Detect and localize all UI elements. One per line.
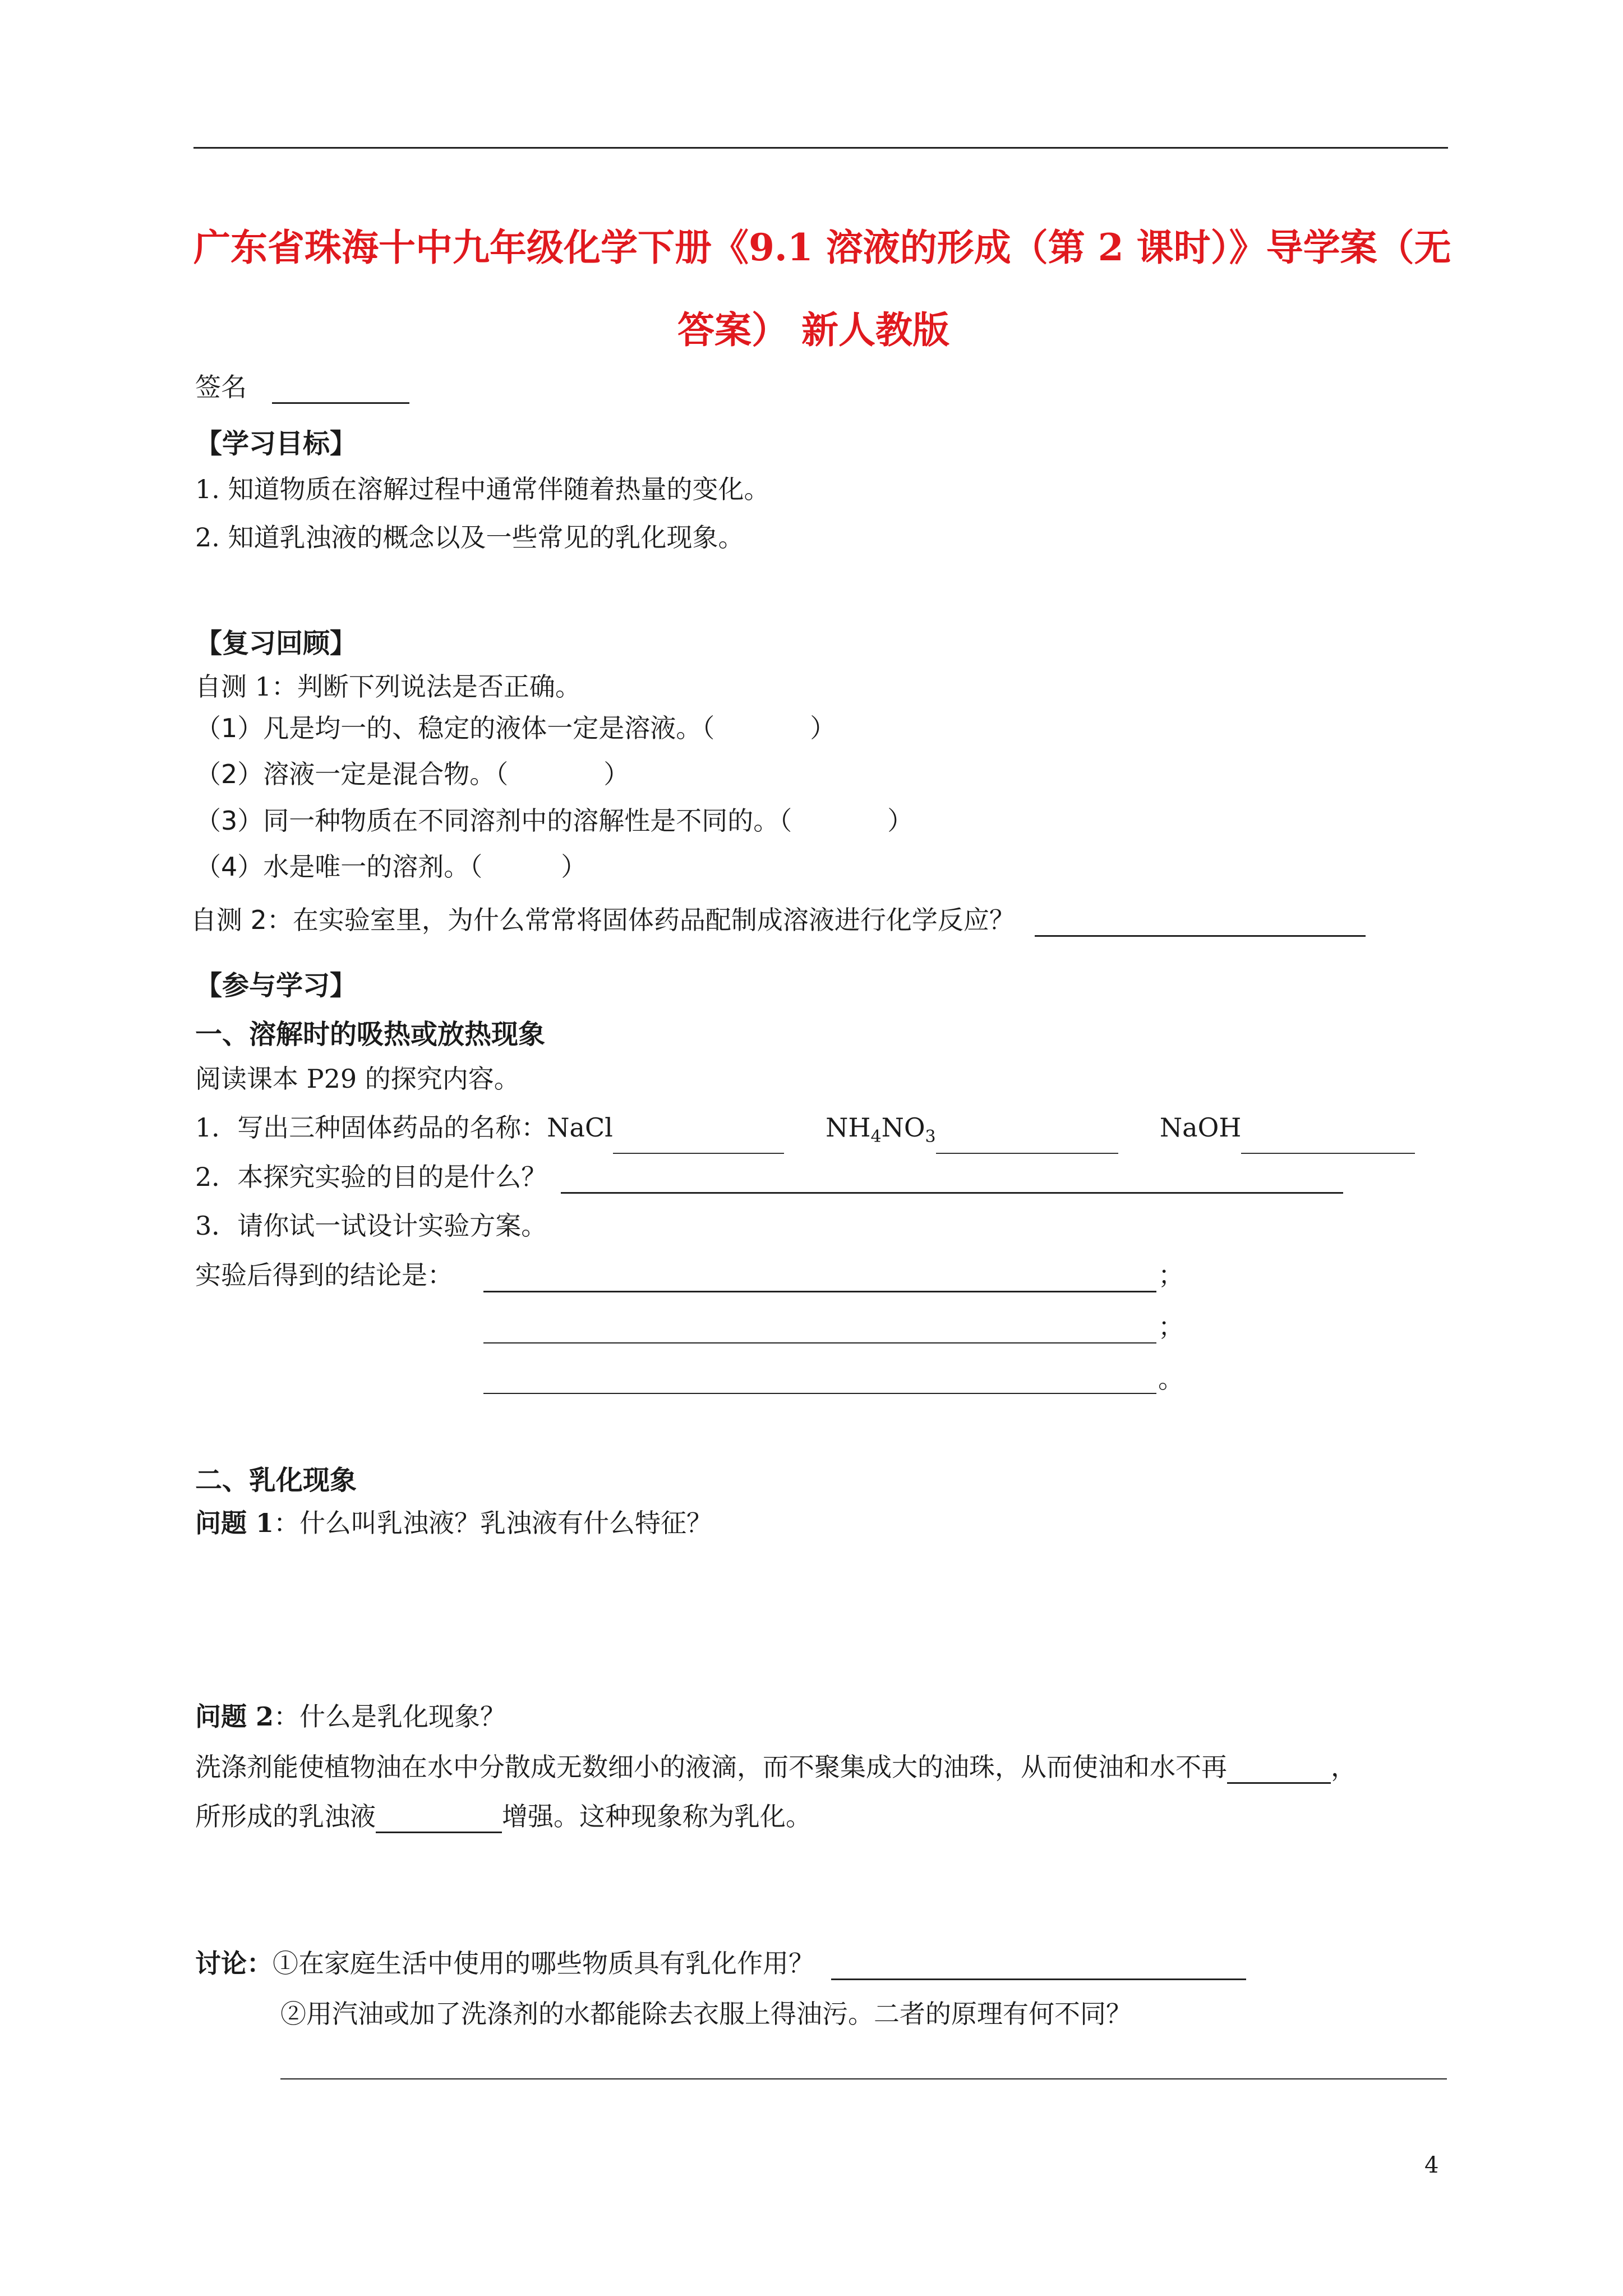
discussion-item1-row: 讨论：①在家庭生活中使用的哪些物质具有乳化作用？ bbox=[195, 1947, 1246, 1980]
question-2: 问题 2：什么是乳化现象？ bbox=[195, 1701, 506, 1732]
nh4no3-answer[interactable] bbox=[936, 1127, 1118, 1154]
statement-3: （3）同一种物质在不同溶剂中的溶解性是不同的。（ ） bbox=[195, 806, 914, 836]
emulsion-para-line2: 所形成的乳浊液 增强。这种现象称为乳化。 bbox=[195, 1800, 811, 1833]
page-number: 4 bbox=[1424, 2152, 1439, 2178]
conclusion-period: 。 bbox=[1158, 1364, 1184, 1394]
self-test-2-answer[interactable] bbox=[1035, 909, 1366, 937]
emulsion-para-line1: 洗涤剂能使植物油在水中分散成无数细小的液滴，而不聚集成大的油珠，从而使油和水不再 ， bbox=[195, 1750, 1357, 1784]
para-blank-1[interactable] bbox=[1227, 1756, 1331, 1784]
self-test-1: 自测 1：判断下列说法是否正确。 bbox=[195, 671, 581, 702]
goal-item-2: 2. 知道乳浊液的概念以及一些常见的乳化现象。 bbox=[195, 522, 744, 553]
naoh-answer[interactable] bbox=[1241, 1127, 1415, 1154]
conclusion-line-3[interactable] bbox=[483, 1393, 1156, 1394]
section1-q2: 2．本探究实验的目的是什么？ bbox=[195, 1160, 1343, 1194]
section1-q3: 3．请你试一试设计实验方案。 bbox=[195, 1211, 547, 1241]
statement-1: （1）凡是均一的、稳定的液体一定是溶液。（ ） bbox=[195, 713, 836, 743]
discussion-answer-2[interactable] bbox=[280, 2078, 1447, 2079]
goal-item-1: 1. 知道物质在溶解过程中通常伴随着热量的变化。 bbox=[195, 474, 770, 504]
section1-heading: 一、溶解时的吸热或放热现象 bbox=[195, 1019, 546, 1050]
statement-4: （4）水是唯一的溶剂。（ ） bbox=[195, 852, 587, 882]
page-title-line1: 广东省珠海十中九年级化学下册《9.1 溶液的形成（第 2 课时）》导学案（无 bbox=[193, 226, 1451, 269]
nacl-answer[interactable] bbox=[613, 1127, 784, 1154]
sign-row bbox=[195, 370, 409, 404]
question-1: 问题 1：什么叫乳浊液？乳浊液有什么特征？ bbox=[195, 1508, 713, 1538]
conclusion-line-2[interactable] bbox=[483, 1342, 1156, 1343]
section1-read: 阅读课本 P29 的探究内容。 bbox=[195, 1064, 520, 1094]
q2-answer[interactable] bbox=[561, 1166, 1343, 1194]
study-heading: 【参与学习】 bbox=[195, 970, 357, 1001]
section1-q1: 1．写出三种固体药品的名称：NaCl $NH_4NO_3$ NaOH bbox=[195, 1111, 1415, 1154]
section2-heading: 二、乳化现象 bbox=[195, 1465, 357, 1496]
sign-field[interactable] bbox=[272, 376, 409, 404]
conclusion-label: 实验后得到的结论是： bbox=[195, 1260, 453, 1290]
header-rule bbox=[193, 147, 1448, 149]
page-title-line2: 答案） 新人教版 bbox=[677, 308, 949, 352]
discussion-label: 讨论： bbox=[195, 1948, 273, 1978]
para-blank-2[interactable] bbox=[376, 1806, 502, 1833]
discussion-answer-1[interactable] bbox=[831, 1953, 1246, 1980]
discussion-item2: ②用汽油或加了洗涤剂的水都能除去衣服上得油污。二者的原理有何不同？ bbox=[280, 1999, 1132, 2029]
conclusion-line-1[interactable] bbox=[483, 1291, 1156, 1292]
statement-2: （2）溶液一定是混合物。（ ） bbox=[195, 759, 630, 789]
review-heading: 【复习回顾】 bbox=[195, 628, 357, 659]
conclusion-semi-2: ； bbox=[1158, 1312, 1184, 1342]
goals-heading: 【学习目标】 bbox=[195, 428, 357, 459]
conclusion-semi-1: ； bbox=[1158, 1260, 1184, 1290]
sign-label: 签名 bbox=[195, 372, 247, 402]
self-test-2: 自测 2：在实验室里，为什么常常将固体药品配制成溶液进行化学反应？ bbox=[191, 903, 1366, 937]
